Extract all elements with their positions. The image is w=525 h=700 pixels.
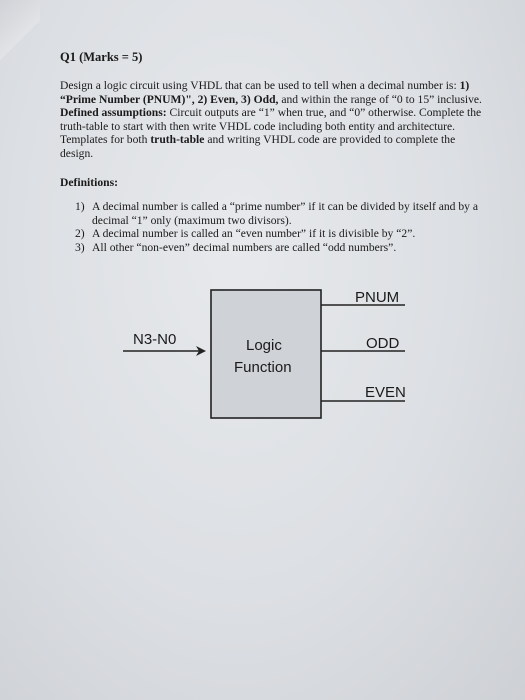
input-label: N3-N0 (133, 331, 177, 348)
definitions-title: Definitions: (60, 176, 118, 189)
definition-text: A decimal number is called a “prime number” if it can be divided by itself and by a decimal “1” only (maximum two divisors). (92, 200, 479, 227)
definition-text: A decimal number is called an “even number” if it is divisible by “2”. (92, 227, 416, 241)
intro-text-3: Circuit outputs are “1” when true, and “0” otherwise. Complete the truth-table to start with then write VHDL code including both entity and architecture. Templates for both (60, 106, 482, 147)
definition-text: All other “non-even” decimal numbers are called “odd numbers”. (92, 240, 397, 254)
intro-bold-1: 1) “Prime Number (PNUM)", 2) Even, 3) Odd, (60, 79, 470, 106)
definition-number: 3) (75, 240, 85, 254)
intro-text-1: Design a logic circuit using VHDL that can be used to tell when a decimal number is: (60, 79, 457, 92)
intro-bold-3: truth-table (150, 133, 205, 147)
definition-number: 1) (75, 200, 85, 213)
output-label-even: EVEN (365, 384, 406, 401)
block-label-line1: Logic (246, 337, 282, 354)
intro-text-4: and writing VHDL code are provided to complete the design. (60, 133, 456, 160)
question-title: Q1 (Marks = 5) (60, 50, 143, 64)
output-label-pnum: PNUM (355, 289, 400, 306)
definition-number: 2) (75, 227, 85, 241)
logic-function-block (211, 290, 321, 418)
intro-bold-2: Defined assumptions: (60, 106, 167, 120)
output-label-odd: ODD (366, 335, 400, 352)
block-label-line2: Function (234, 359, 292, 376)
intro-text-2: and within the range of “0 to 15” inclusive. (278, 92, 482, 106)
